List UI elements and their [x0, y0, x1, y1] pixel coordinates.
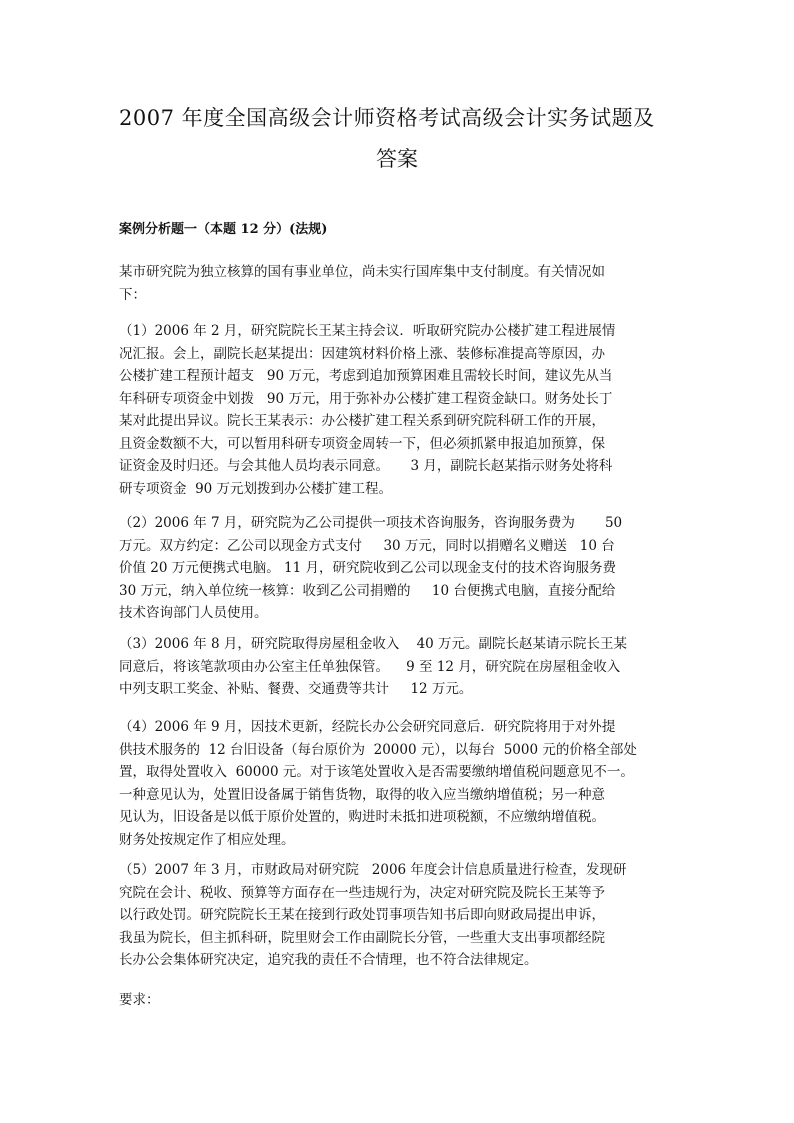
case-heading: 案例分析题一（本题 12 分）(法规) [119, 222, 328, 237]
text-line: 证资金及时归还。与会其他人员均表示同意。 3 月，副院长赵某指示财务处将科 [119, 458, 613, 474]
document-title-line-1: 2007 年度全国高级会计师资格考试高级会计实务试题及 [119, 106, 655, 130]
text-line: （2）2006 年 7 月，研究院为乙公司提供一项技术咨询服务，咨询服务费为 50 [119, 515, 623, 531]
text-line: 某市研究院为独立核算的国有事业单位，尚未实行国库集中支付制度。有关情况如 [119, 264, 605, 280]
document-title-line-2: 答案 [376, 147, 418, 171]
requirements-label [119, 989, 689, 1012]
text-line: 我虽为院长，但主抓科研，院里财会工作由副院长分管，一些重大支出事项都经院 [119, 929, 605, 946]
text-line: 且资金数额不大，可以暂用科研专项资金周转一下，但必须抓紧申报追加预算，保 [119, 435, 605, 452]
text-line: 况汇报。会上，副院长赵某提出：因建筑材料价格上涨、装修标准提高等原因，办 [119, 345, 605, 362]
intro-paragraph [119, 261, 689, 306]
paragraph-1 [119, 320, 689, 500]
text-line: 以行政处罚。研究院院长王某在接到行政处罚事项告知书后即向财政局提出申诉， [119, 907, 605, 923]
text-line: 同意后，将该笔款项由办公室主任单独保管。 9 至 12 月，研究院在房屋租金收入 [119, 658, 621, 675]
text-line: 下： [119, 286, 146, 303]
text-line: 公楼扩建工程预计超支 90 万元，考虑到追加预算困难且需较长时间，建议先从当 [119, 368, 613, 384]
text-line: （3）2006 年 8 月，研究院取得房屋租金收入 40 万元。副院长赵某请示院长王某 [119, 636, 628, 652]
text-line: （4）2006 年 9 月，因技术更新，经院长办公会研究同意后．研究院将用于对外提 [119, 719, 616, 735]
text-line: 供技术服务的 12 台旧设备（每台原价为 20000 元），以每台 5000 元的价格全部处 [119, 741, 637, 758]
text-line: 中列支职工奖金、补贴、餐费、交通费等共计 12 万元。 [119, 681, 473, 697]
text-line: 某对此提出异议。院长王某表示：办公楼扩建工程关系到研究院科研工作的开展， [119, 413, 605, 429]
text-line: 年科研专项资金中划拨 90 万元，用于弥补办公楼扩建工程资金缺口。财务处长丁 [119, 390, 613, 407]
paragraph-2 [119, 512, 689, 625]
text-line: 研专项资金 90 万元划拨到办公楼扩建工程。 [119, 480, 393, 497]
text-line: 价值 20 万元便携式电脑。 11 月，研究院收到乙公司以现金支付的技术咨询服务费 [119, 560, 617, 576]
paragraph-5 [119, 859, 689, 972]
text-line: （1）2006 年 2 月，研究院院长王某主持会议．听取研究院办公楼扩建工程进展情 [119, 323, 616, 339]
text-line: 究院在会计、税收、预算等方面存在一些违规行为，决定对研究院及院长王某等予 [119, 884, 605, 901]
text-line: 见认为，旧设备是以低于原价处置的，购进时未抵扣进项税额，不应缴纳增值税。 [119, 809, 605, 825]
text-line: 长办公会集体研究决定，追究我的责任不合情理，也不符合法律规定。 [119, 952, 538, 968]
text-line: （5）2007 年 3 月，市财政局对研究院 2006 年度会计信息质量进行检查，发现研 [119, 862, 627, 878]
text-line: 一种意见认为，处置旧设备属于销售货物，取得的收入应当缴纳增值税；另一种意 [119, 786, 605, 803]
text-line: 技术咨询部门人员使用。 [119, 605, 268, 621]
text-line: 财务处按规定作了相应处理。 [119, 831, 295, 848]
text-line: 要求： [119, 992, 160, 1008]
text-line: 万元。双方约定：乙公司以现金方式支付 30 万元，同时以捐赠名义赠送 10 台 [119, 537, 615, 554]
paragraph-4 [119, 716, 689, 851]
paragraph-3 [119, 633, 689, 701]
text-line: 30 万元，纳入单位统一核算：收到乙公司捐赠的 10 台便携式电脑，直接分配给 [119, 582, 616, 599]
text-line: 置，取得处置收入 60000 元。对于该笔处置收入是否需要缴纳增值税问题意见不一。 [119, 764, 634, 780]
